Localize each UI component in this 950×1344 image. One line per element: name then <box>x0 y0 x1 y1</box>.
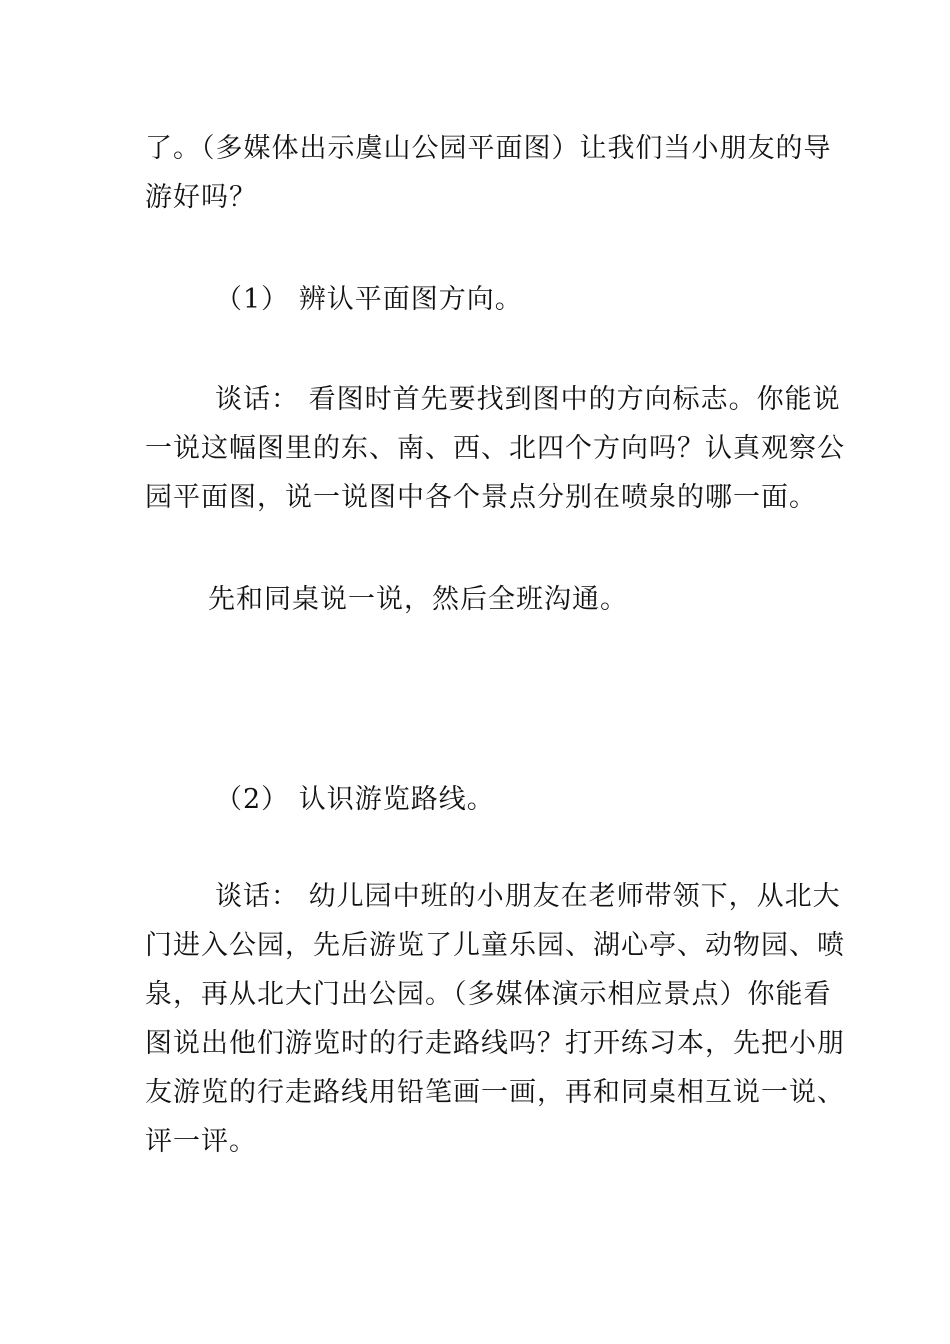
intro-line-1: 了。（多媒体出示虞山公园平面图）让我们当小朋友的导 <box>145 133 832 164</box>
followup-paragraph: 先和同桌说一说，然后全班沟通。 <box>208 584 628 615</box>
talk-1-line-3: 园平面图，说一说图中各个景点分别在喷泉的哪一面。 <box>145 482 817 513</box>
talk-2-line-1: 谈话： 幼儿园中班的小朋友在老师带领下，从北大 <box>215 881 841 912</box>
intro-line-2: 游好吗？ <box>145 182 257 213</box>
talk-1-line-1: 谈话： 看图时首先要找到图中的方向标志。你能说 <box>215 384 841 415</box>
talk-2-line-4: 图说出他们游览时的行走路线吗？打开练习本，先把小朋 <box>145 1028 845 1059</box>
talk-2-line-6: 评一评。 <box>145 1126 257 1157</box>
section-heading-2: （2） 认识游览路线。 <box>215 784 495 815</box>
talk-1-line-2: 一说这幅图里的东、南、西、北四个方向吗？认真观察公 <box>145 433 845 464</box>
talk-2-line-3: 泉，再从北大门出公园。（多媒体演示相应景点）你能看 <box>145 979 832 1010</box>
section-heading-1: （1） 辨认平面图方向。 <box>215 284 523 315</box>
talk-2-line-2: 门进入公园，先后游览了儿童乐园、湖心亭、动物园、喷 <box>145 930 845 961</box>
talk-2-line-5: 友游览的行走路线用铅笔画一画，再和同桌相互说一说、 <box>145 1077 845 1108</box>
